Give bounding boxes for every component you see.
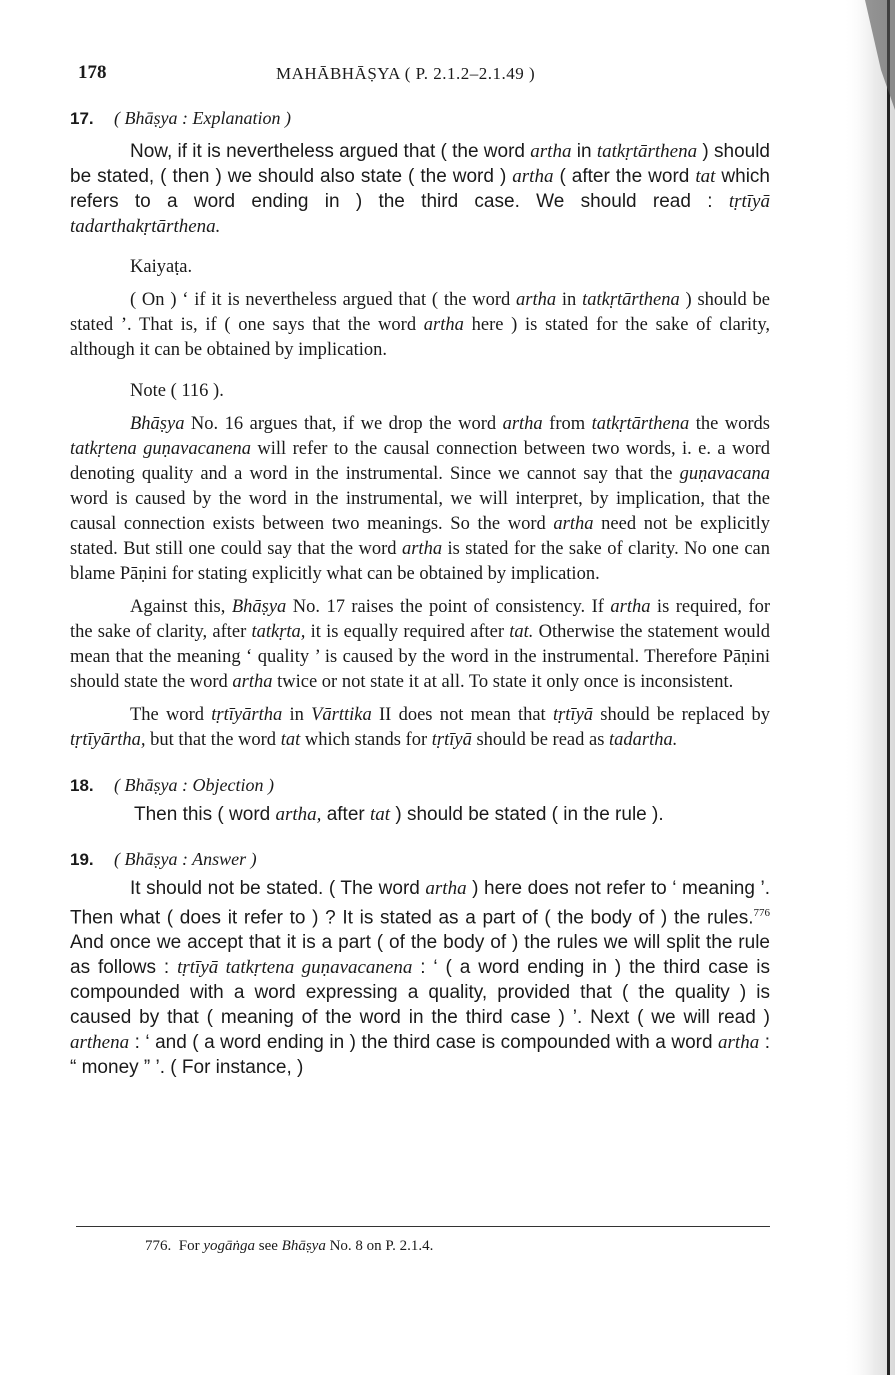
section-17-label: ( Bhāṣya : Explanation ) [114, 108, 291, 128]
section-19-number: 19. [70, 850, 94, 869]
section-17-paragraph: Now, if it is nevertheless argued that ( the word artha in tatkṛtārthena ) should be stated, ( then ) we should also state ( the word ) artha ( after the word tat which refers to a word ending in ) the third case. We should read : tṛtīyā tadarthakṛtārthena. [70, 141, 770, 237]
kaiyata-paragraph: ( On ) ‘ if it is nevertheless argued that ( the word artha in tatkṛtārthena ) should be stated ’. That is, if ( one says that the word artha here ) is stated for the sake of clarity, although it can be obtained by implication. [70, 290, 771, 360]
scan-edge-shadow [843, 0, 895, 1375]
page-number: 178 [78, 62, 107, 83]
footnote-ref-776[interactable]: 776 [753, 907, 770, 919]
section-18-number: 18. [70, 776, 94, 795]
section-17-number: 17. [70, 109, 94, 128]
page-header [78, 62, 768, 90]
note-paragraph-1: Bhāṣya No. 16 argues that, if we drop the word artha from tatkṛtārthena the words tatkṛtena guṇavacanena will refer to the causal connection between two words, i. e. a word denoting quality and a word in the instrumental. Since we cannot say that the guṇavacana word is caused by the word in the instrumental, we will interpret, by implication, that the causal connection exists between two meanings. So the word artha need not be explicitly stated. But still one could say that the word artha is stated for the sake of clarity. No one can blame Pāṇini for stating explicitly what can be obtained by implication. [70, 414, 770, 584]
running-head: MAHĀBHĀṢYA ( P. 2.1.2–2.1.49 ) [276, 64, 536, 83]
section-18-paragraph: Then this ( word artha, after tat ) should be stated ( in the rule ). [134, 804, 664, 825]
note-title: Note ( 116 ). [130, 381, 224, 401]
section-18-heading [70, 775, 770, 796]
footnote-776: 776. For yogāṅga see Bhāṣya No. 8 on P. 2.1.4. [145, 1238, 434, 1254]
section-19-heading [70, 849, 770, 870]
note-paragraph-2: Against this, Bhāṣya No. 17 raises the point of consistency. If artha is required, for the sake of clarity, after tatkṛta, it is equally required after tat. Otherwise the statement would mean that the meaning ‘ quality ’ is caused by the word in the instrumental. Therefore Pāṇini should state the word artha twice or not state it at all. To state it only once is inconsistent. [70, 597, 771, 692]
section-18-label: ( Bhāṣya : Objection ) [114, 775, 274, 795]
section-19-paragraph: It should not be stated. ( The word artha ) here does not refer to ‘ meaning ’. Then what ( does it refer to ) ? It is stated as a part of ( the body of ) the rules.$^{776}$ And once we accept that it is a part ( of the body of ) the rules we will split the rule as follows : tṛtīyā tatkṛtena guṇavacanena : ‘ ( a word ending in ) the third case is compounded with a word expressing a quality, provided that ( the quality ) is caused by that ( meaning of the word in the third case ) ’. Next ( we will read ) arthena : ‘ and ( a word ending in ) the third case is compounded with a word artha : “ money ” ’. ( For instance, ) [70, 878, 770, 1079]
section-19-label: ( Bhāṣya : Answer ) [114, 849, 257, 869]
kaiyata-title: Kaiyaṭa. [130, 257, 193, 277]
section-17-heading [70, 108, 770, 129]
note-paragraph-3: The word tṛtīyārtha in Vārttika II does not mean that tṛtīyā should be replaced by tṛtīyārtha, but that the word tat which stands for tṛtīyā should be read as tadartha. [70, 705, 770, 750]
footnote-divider [76, 1226, 770, 1227]
page-body [70, 108, 770, 1080]
